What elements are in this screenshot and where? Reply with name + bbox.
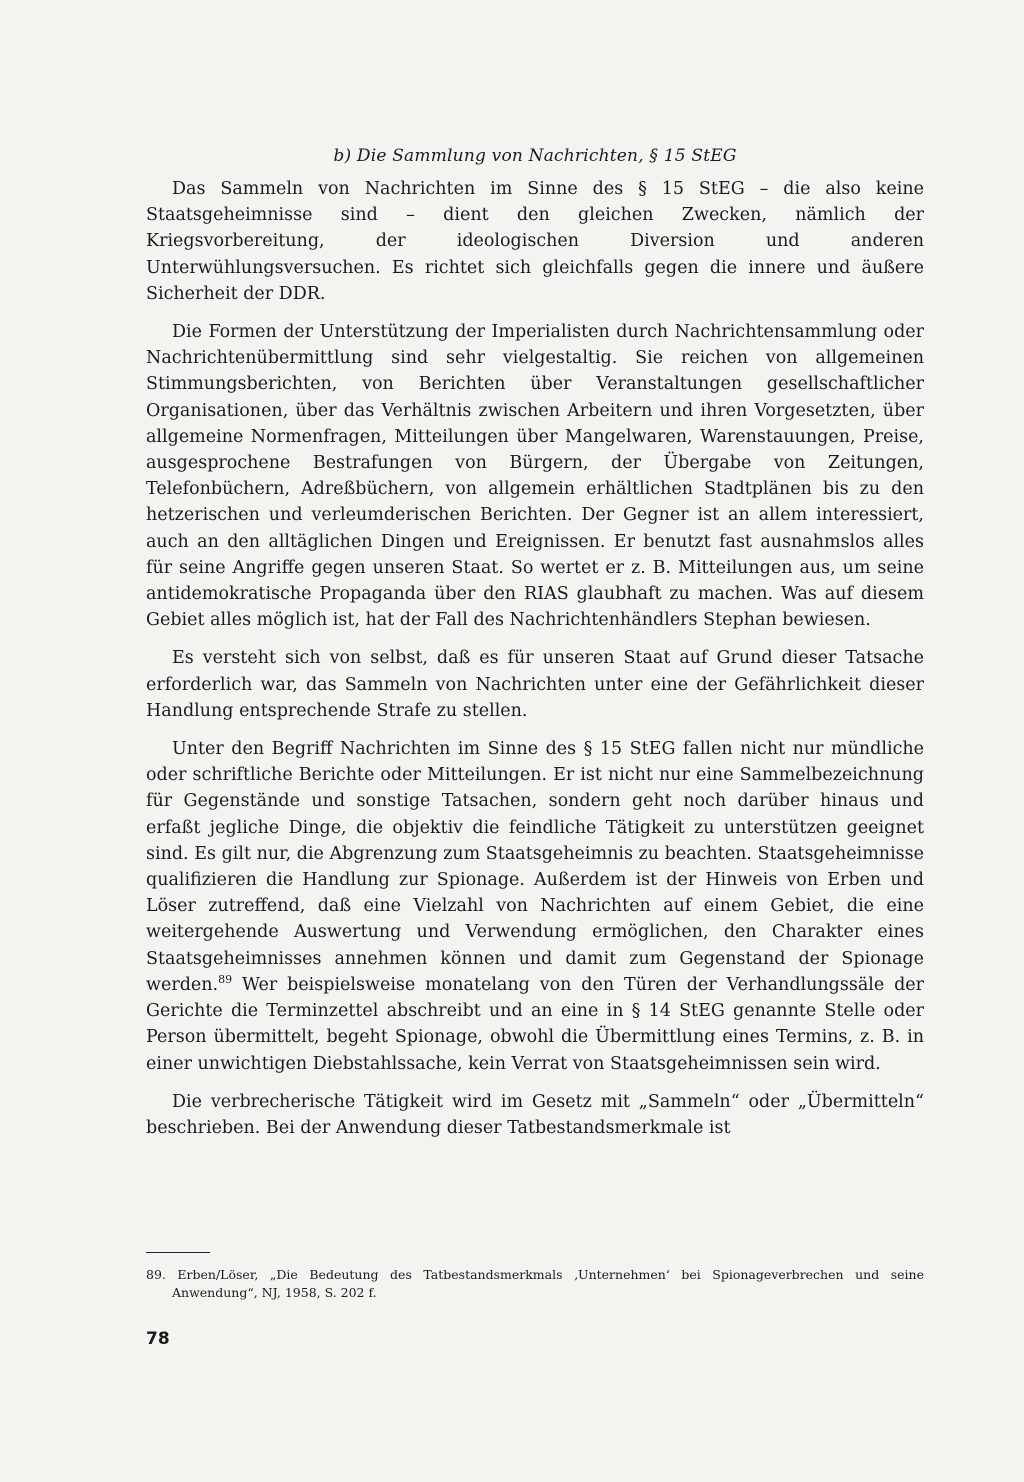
footnote-89: 89. Erben/Löser, „Die Bedeutung des Tatbestandsmerkmals ‚Unternehmen‘ bei Spionageverbrechen und seine Anwendung“, NJ, 1958, S. 202 f. [146, 1267, 924, 1300]
section-heading: b) Die Sammlung von Nachrichten, § 15 StEG [333, 146, 737, 166]
footnote-divider [146, 1252, 210, 1253]
paragraph-4-text-before-note: Unter den Begriff Nachrichten im Sinne des § 15 StEG fallen nicht nur mündliche oder schriftliche Berichte oder Mitteilungen. Er ist nicht nur eine Sammelbezeichnung für Gegenstände und sonstige Tatsachen, sondern geht noch darüber hinaus und erfaßt jegliche Dinge, die objektiv die feindliche Tätigkeit zu unterstützen geeignet sind. Es gilt nur, die Abgrenzung zum Staatsgeheimnis zu beachten. Staatsgeheimnisse qualifizieren die Handlung zur Spionage. Außerdem ist der Hinweis von Erben und Löser zutreffend, daß eine Vielzahl von Nachrichten auf einem Gebiet, die eine weitergehende Auswertung und Verwendung ermöglichen, den Charakter eines Staatsgeheimnisses annehmen können und damit zum Gegenstand der Spionage werden. [146, 739, 924, 995]
paragraph-5: Die verbrecherische Tätigkeit wird im Gesetz mit „Sammeln“ oder „Übermitteln“ beschrieben. Bei der Anwendung dieser Tatbestandsmerkmale ist [146, 1091, 924, 1138]
footnote-reference: 89 [218, 972, 233, 986]
body-text [146, 176, 924, 1153]
paragraph-2: Die Formen der Unterstützung der Imperialisten durch Nachrichtensammlung oder Nachrichtenübermittlung sind sehr vielgestaltig. Sie reichen von allgemeinen Stimmungsberichten, von Berichten über Veranstaltungen gesellschaftlicher Organisationen, über das Verhältnis zwischen Arbeitern und ihren Vorgesetzten, über allgemeine Normenfragen, Mitteilungen über Mangelwaren, Warenstauungen, Preise, ausgesprochene Bestrafungen von Bürgern, der Übergabe von Zeitungen, Telefonbüchern, Adreßbüchern, von allgemein erhältlichen Stadtplänen bis zu den hetzerischen und verleumderischen Berichten. Der Gegner ist an allem interessiert, auch an den alltäglichen Dingen und Ereignissen. Er benutzt fast ausnahmslos alles für seine Angriffe gegen unseren Staat. So wertet er z. B. Mitteilungen aus, um seine antidemokratische Propaganda über den RIAS glaubhaft zu machen. Was auf diesem Gebiet alles möglich ist, hat der Fall des Nachrichtenhändlers Stephan bewiesen. [146, 322, 924, 631]
page-number: 78 [146, 1329, 170, 1349]
paragraph-4 [146, 736, 924, 1077]
paragraph-3: Es versteht sich von selbst, daß es für unseren Staat auf Grund dieser Tatsache erforderlich war, das Sammeln von Nachrichten unter eine der Gefährlichkeit dieser Handlung entsprechende Strafe zu stellen. [146, 648, 924, 721]
paragraph-4-text-after-note: Wer beispielsweise monatelang von den Türen der Verhandlungssäle der Gerichte die Terminzettel abschreibt und an eine in § 14 StEG genannte Stelle oder Person übermittelt, begeht Spionage, obwohl die Übermittlung eines Termins, z. B. in einer unwichtigen Diebstahlssache, kein Verrat von Staatsgeheimnissen sein wird. [146, 974, 924, 1074]
paragraph-1: Das Sammeln von Nachrichten im Sinne des § 15 StEG – die also keine Staatsgeheimnisse sind – dient den gleichen Zwecken, nämlich der Kriegsvorbereitung, der ideologischen Diversion und anderen Unterwühlungsversuchen. Es richtet sich gleichfalls gegen die innere und äußere Sicherheit der DDR. [146, 179, 924, 304]
